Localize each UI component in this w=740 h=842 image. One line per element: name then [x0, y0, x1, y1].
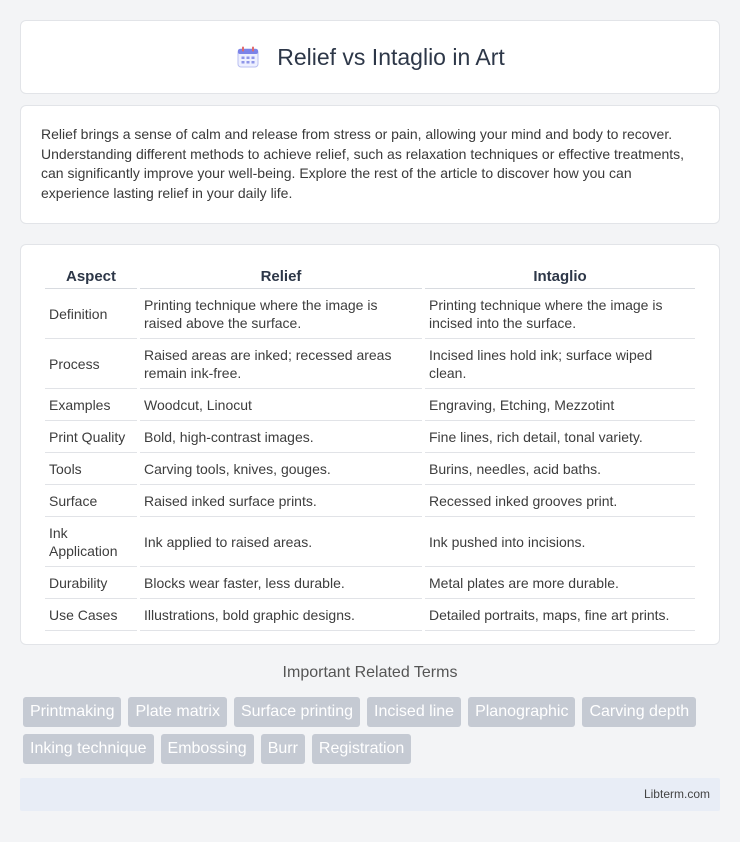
intaglio-cell: Metal plates are more durable. [425, 568, 695, 599]
table-row [45, 340, 695, 389]
intaglio-cell: Printing technique where the image is incised into the surface. [425, 290, 695, 339]
table-row [45, 290, 695, 339]
header-aspect: Aspect [45, 266, 137, 289]
table-row [45, 600, 695, 631]
aspect-cell: Use Cases [45, 600, 137, 631]
tag-incised-line[interactable]: Incised line [367, 697, 461, 727]
intaglio-cell: Burins, needles, acid baths. [425, 454, 695, 485]
tag-surface-printing[interactable]: Surface printing [234, 697, 360, 727]
intaglio-cell: Engraving, Etching, Mezzotint [425, 390, 695, 421]
footer-site-link[interactable]: Libterm.com [643, 787, 710, 801]
aspect-cell: Durability [45, 568, 137, 599]
table-row [45, 422, 695, 453]
tag-carving-depth[interactable]: Carving depth [582, 697, 696, 727]
aspect-cell: Process [45, 340, 137, 389]
table-row [45, 454, 695, 485]
intaglio-cell: Detailed portraits, maps, fine art prints. [425, 600, 695, 631]
comparison-table [42, 265, 698, 632]
intro-card [20, 105, 720, 224]
tag-burr[interactable]: Burr [261, 734, 305, 764]
table-header-row [45, 266, 695, 289]
relief-cell: Bold, high-contrast images. [140, 422, 422, 453]
aspect-cell: Examples [45, 390, 137, 421]
relief-cell: Raised areas are inked; recessed areas remain ink-free. [140, 340, 422, 389]
intaglio-cell: Recessed inked grooves print. [425, 486, 695, 517]
tag-plate-matrix[interactable]: Plate matrix [128, 697, 226, 727]
header-intaglio: Intaglio [425, 266, 695, 289]
relief-cell: Woodcut, Linocut [140, 390, 422, 421]
intro-text: Relief brings a sense of calm and release from stress or pain, allowing your mind and body to recover. Understanding different methods to achieve relief, such as relaxation techniques or effective treatments, can significantly improve your well-being. Explore the rest of the article to discover how you can experience lasting relief in your daily life. [41, 126, 685, 201]
relief-cell: Ink applied to raised areas. [140, 518, 422, 567]
header-relief: Relief [140, 266, 422, 289]
aspect-cell: Definition [45, 290, 137, 339]
table-row [45, 518, 695, 567]
relief-cell: Illustrations, bold graphic designs. [140, 600, 422, 631]
related-terms-tags [23, 697, 723, 764]
table-row [45, 568, 695, 599]
comparison-card [20, 244, 720, 645]
aspect-cell: Surface [45, 486, 137, 517]
intaglio-cell: Fine lines, rich detail, tonal variety. [425, 422, 695, 453]
aspect-cell: Tools [45, 454, 137, 485]
related-terms-title: Important Related Terms [282, 664, 458, 681]
intaglio-cell: Ink pushed into incisions. [425, 518, 695, 567]
intaglio-cell: Incised lines hold ink; surface wiped clean. [425, 340, 695, 389]
tag-planographic[interactable]: Planographic [468, 697, 575, 727]
aspect-cell: Print Quality [45, 422, 137, 453]
calendar-icon [235, 44, 261, 70]
relief-cell: Raised inked surface prints. [140, 486, 422, 517]
aspect-cell: Ink Application [45, 518, 137, 567]
table-row [45, 390, 695, 421]
tag-embossing[interactable]: Embossing [161, 734, 254, 764]
table-row [45, 486, 695, 517]
header-card [20, 20, 720, 94]
tag-printmaking[interactable]: Printmaking [23, 697, 121, 727]
tag-inking-technique[interactable]: Inking technique [23, 734, 154, 764]
relief-cell: Blocks wear faster, less durable. [140, 568, 422, 599]
page-title: Relief vs Intaglio in Art [277, 43, 505, 70]
title-wrap [235, 44, 505, 71]
footer [20, 778, 720, 811]
relief-cell: Carving tools, knives, gouges. [140, 454, 422, 485]
tag-registration[interactable]: Registration [312, 734, 411, 764]
relief-cell: Printing technique where the image is raised above the surface. [140, 290, 422, 339]
